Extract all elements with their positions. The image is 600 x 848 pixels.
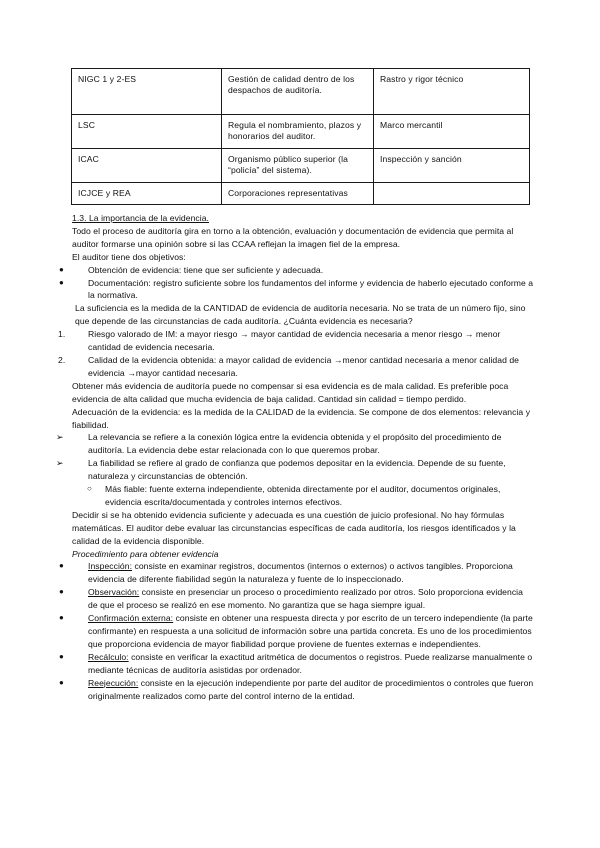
list-item: ● Reejecución: consiste en la ejecución independiente por parte del auditor de procedimientos o controles que fueron originalmente realizados como parte del control interno de la entidad. xyxy=(59,677,534,701)
bullet-icon: ● xyxy=(59,264,64,274)
table-cell: LSC xyxy=(72,115,222,149)
table-cell xyxy=(374,183,530,205)
list-item: 1. Riesgo valorado de IM: a mayor riesgo → mayor cantidad de evidencia necesaria a menor riesgo → menor cantidad de evidencia necesaria. xyxy=(58,329,501,353)
more-evidence-paragraph: Obtener más evidencia de auditoría puede no compensar si esa evidencia es de mala calidad. Es preferible poca evidencia de alta calidad que mucha evidencia de baja calidad. Cantidad sin calidad = tiempo perdido. xyxy=(72,380,509,404)
bullet-icon: ● xyxy=(59,561,64,571)
circle-bullet-icon: ○ xyxy=(87,484,92,494)
bullet-icon: ● xyxy=(59,613,64,623)
table-cell: Corporaciones representativas xyxy=(222,183,374,205)
table-row xyxy=(72,115,530,149)
list-item: ● Documentación: registro suficiente sobre los fundamentos del informe y evidencia de haberlo ejecutado conforme a la normativa. xyxy=(59,277,534,301)
sufficiency-paragraph: La suficiencia es la medida de la CANTIDAD de evidencia de auditoría necesaria. No se trata de un número fijo, sino que depende de las circunstancias de cada auditoría. ¿Cuánta evidencia es necesaria? xyxy=(75,303,526,327)
list-item: ○ Más fiable: fuente externa independiente, obtenida directamente por el auditor, documentos originales, evidencia escrita/documentada y controles internos efectivos. xyxy=(87,484,501,507)
document-body xyxy=(56,212,534,702)
table-row xyxy=(72,183,530,205)
section-heading: 1.3. La importancia de la evidencia. xyxy=(72,213,209,223)
list-item: ● Confirmación externa: consiste en obtener una respuesta directa y por escrito de un tercero independiente (la parte confirmante) en respuesta a una solicitud de información sobre una partida concreta. Es uno de los procedimientos que proporciona evidencia de mayor fiabilidad porque proviene de fuentes externas e independientes. xyxy=(59,613,533,649)
list-item: ● Obtención de evidencia: tiene que ser suficiente y adecuada. xyxy=(59,264,324,275)
objectives-lead: El auditor tiene dos objetivos: xyxy=(72,251,186,262)
bullet-icon: ● xyxy=(59,677,64,687)
intro-paragraph: Todo el proceso de auditoría gira en torno a la obtención, evaluación y documentación de evidencia que permita al auditor formarse una opinión sobre si las CCAA reflejan la imagen fiel de la empresa. xyxy=(72,225,514,249)
table-cell: Inspección y sanción xyxy=(374,149,530,183)
table-row xyxy=(72,69,530,115)
bullet-icon: ● xyxy=(59,587,64,597)
list-item: ● Recálculo: consiste en verificar la exactitud aritmética de documentos o registros. Puede realizarse manualmente o mediante técnicas de auditoría asistidas por ordenador. xyxy=(59,651,533,675)
adequacy-paragraph: Adecuación de la evidencia: es la medida de la CALIDAD de la evidencia. Se compone de dos elementos: relevancia y fiabilidad. xyxy=(72,406,531,430)
table-cell: Regula el nombramiento, plazos y honorarios del auditor. xyxy=(222,115,374,149)
bullet-icon: ● xyxy=(59,277,64,287)
bullet-icon: ● xyxy=(59,651,64,661)
procedures-heading: Procedimiento para obtener evidencia xyxy=(72,548,219,559)
list-item: ➢ La relevancia se refiere a la conexión lógica entre la evidencia obtenida y el propósito del procedimiento de auditoría. La evidencia debe estar relacionada con lo que queremos probar. xyxy=(56,432,502,456)
table-cell: Organismo público superior (la “policía” del sistema). xyxy=(222,149,374,183)
table-cell: ICAC xyxy=(72,149,222,183)
table-cell: Rastro y rigor técnico xyxy=(374,69,530,115)
table-cell: Marco mercantil xyxy=(374,115,530,149)
table-cell: Gestión de calidad dentro de los despachos de auditoría. xyxy=(222,69,374,115)
list-item: ● Inspección: consiste en examinar registros, documentos (internos o externos) o activos tangibles. Proporciona evidencia de diferente fiabilidad según la naturaleza y fuente de lo inspeccionado. xyxy=(59,561,513,585)
list-item: ● Observación: consiste en presenciar un proceso o procedimiento realizado por otros. Solo proporciona evidencia de que el proceso se realizó en ese momento. No garantiza que se haga siempre igual. xyxy=(59,587,523,611)
table-cell: ICJCE y REA xyxy=(72,183,222,205)
table-cell: NIGC 1 y 2-ES xyxy=(72,69,222,115)
table-row xyxy=(72,149,530,183)
arrowhead-icon: ➢ xyxy=(56,432,64,443)
judgment-paragraph: Decidir si se ha obtenido evidencia suficiente y adecuada es una cuestión de juicio profesional. No hay fórmulas matemáticas. El auditor debe evaluar las circunstancias específicas de cada auditoría, los riesgos identificados y la calidad de la evidencia disponible. xyxy=(72,509,516,546)
arrowhead-icon: ➢ xyxy=(56,458,64,469)
list-item: 2. Calidad de la evidencia obtenida: a mayor calidad de evidencia →menor cantidad necesaria a menor calidad de evidencia →mayor cantidad necesaria. xyxy=(58,354,520,378)
summary-table xyxy=(71,68,530,205)
list-item: ➢ La fiabilidad se refiere al grado de confianza que podemos depositar en la evidencia. Depende de su fuente, naturaleza y circunstancias de obtención. xyxy=(56,458,506,482)
